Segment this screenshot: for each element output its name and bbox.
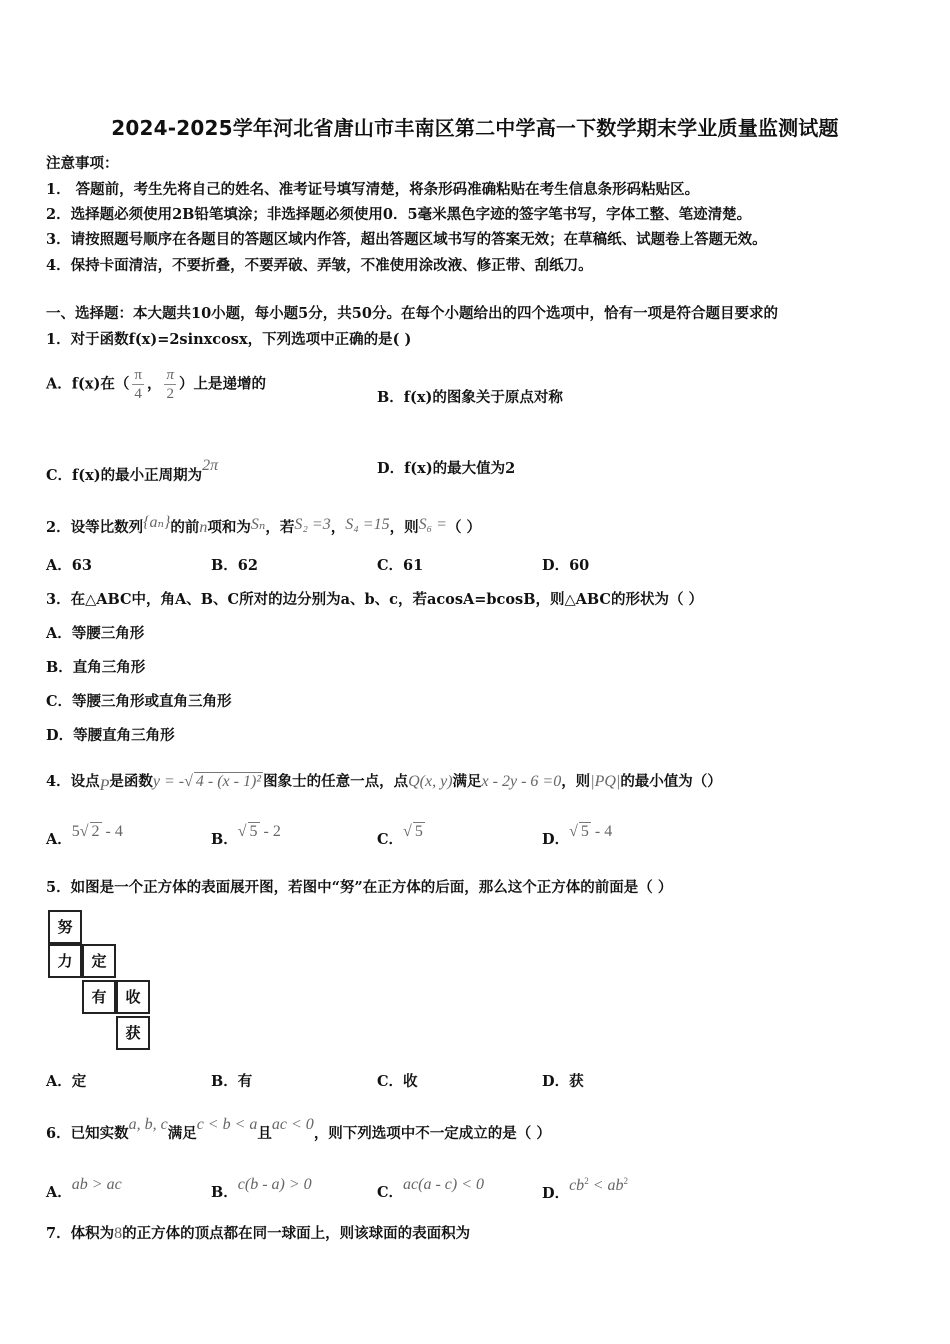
- q4-d-radical-sign: √: [569, 823, 578, 840]
- q4-point-p: P: [99, 777, 110, 794]
- q6-vars: a, b, c: [128, 1116, 168, 1133]
- section-heading: 一、选择题：本大题共10小题，每小题5分，共50分。在每个小题给出的四个选项中，恰有一项是符合题目要求的: [46, 305, 778, 322]
- q7-stem: [46, 1222, 470, 1243]
- q3-option-d: D．等腰直角三角形: [46, 727, 175, 744]
- q1-option-b: B．f(x)的图象关于原点对称: [377, 389, 563, 406]
- q1-option-c: [46, 457, 218, 485]
- q2-stem: [46, 512, 481, 537]
- q4-line-eq: x - 2y - 6 =0: [481, 773, 562, 790]
- q5-option-a: A．定: [46, 1073, 87, 1090]
- q4-radicand: 4 - (x - 1)²: [195, 773, 262, 790]
- q6-d-label: D．: [542, 1185, 570, 1202]
- notice-item-1: 1． 答题前，考生先将自己的姓名、准考证号填写清楚，将条形码准确粘贴在考生信息条形码粘贴区。: [46, 181, 700, 198]
- net-cell-nu: 努: [48, 910, 82, 944]
- q3-option-b: B．直角三角形: [46, 659, 146, 676]
- q6-p1: 6．已知实数: [46, 1125, 129, 1142]
- q2-s2: S₂ =3: [294, 516, 331, 533]
- q6-cond1: c < b < a: [196, 1116, 258, 1133]
- q1-option-a: [46, 366, 266, 403]
- q4-a-radical-sign: √: [79, 823, 89, 840]
- q4-radical-sign: √: [184, 773, 193, 790]
- q4-c-radicand: 5: [414, 823, 423, 840]
- q2-num: 2．设等比数列: [46, 519, 144, 536]
- q4-c-radical-sign: √: [403, 823, 412, 840]
- q6-option-c: [377, 1176, 484, 1202]
- q6-d-sup1: 2: [584, 1176, 589, 1186]
- q2-comma: ，: [330, 519, 346, 536]
- q6-b-expr: c(b - a) > 0: [237, 1176, 312, 1193]
- q4-a-label: A．: [46, 831, 72, 848]
- q6-c-expr: ac(a - c) < 0: [403, 1176, 485, 1193]
- net-cell-shou: 收: [116, 980, 150, 1014]
- q4-p6: 的最小值为（）: [620, 773, 722, 790]
- q4-p3: 图象士的任意一点，点: [263, 773, 409, 790]
- q6-b-label: B．: [211, 1184, 238, 1201]
- q2-option-c: C．61: [377, 557, 424, 574]
- q6-d-sup2: 2: [623, 1176, 628, 1186]
- q3-option-a: A．等腰三角形: [46, 625, 145, 642]
- q4-option-d: [542, 822, 612, 849]
- q1-c-prefix: C．f(x)的最小正周期为: [46, 467, 203, 484]
- q6-d-lhs: cb: [569, 1177, 585, 1194]
- q4-a-coef: 5: [71, 823, 80, 840]
- q2-mid2: 项和为: [207, 519, 251, 536]
- net-cell-you: 有: [82, 980, 116, 1014]
- q6-c-label: C．: [377, 1184, 404, 1201]
- q4-b-label: B．: [211, 831, 238, 848]
- q2-n: n: [199, 519, 208, 536]
- q4-stem: [46, 770, 722, 795]
- net-cell-li: 力: [48, 944, 82, 978]
- q2-seq: {aₙ}: [143, 514, 171, 531]
- q6-stem: [46, 1116, 551, 1143]
- q1-stem: 1．对于函数f(x)=2sinxcosx，下列选项中正确的是( ): [46, 331, 412, 348]
- q6-p3: 且: [257, 1125, 272, 1142]
- q2-mid3: ，若: [265, 519, 295, 536]
- q2-end: （ ）: [446, 519, 481, 536]
- notice-heading: 注意事项：: [46, 155, 119, 172]
- q6-a-label: A．: [46, 1184, 72, 1201]
- q1-c-math: 2π: [202, 457, 219, 474]
- q2-s6: S₆ =: [418, 516, 447, 533]
- q2-option-d: D．60: [542, 557, 590, 574]
- q4-p4: 满足: [452, 773, 482, 790]
- q4-p5: ，则: [561, 773, 591, 790]
- q2-mid1: 的前: [170, 519, 200, 536]
- q4-pq: |PQ|: [590, 773, 621, 790]
- exam-title: 2024-2025学年河北省唐山市丰南区第二中学高一下数学期末学业质量监测试题: [111, 116, 839, 140]
- q6-option-b: [211, 1176, 312, 1202]
- q6-p2: 满足: [167, 1125, 197, 1142]
- q4-a-radicand: 2: [91, 823, 100, 840]
- q4-b-radical-sign: √: [237, 823, 247, 840]
- notice-item-2: 2．选择题必须使用2B铅笔填涂；非选择题必须使用0．5毫米黑色字迹的签字笔书写，字体工整、笔迹清楚。: [46, 206, 752, 223]
- q4-d-label: D．: [542, 831, 570, 848]
- q4-d-radicand: 5: [580, 823, 589, 840]
- q2-option-b: B．62: [211, 557, 258, 574]
- q4-a-tail: - 4: [101, 823, 123, 840]
- q6-a-expr: ab > ac: [71, 1176, 122, 1193]
- q4-d-tail: - 4: [590, 823, 613, 840]
- notice-item-4: 4．保持卡面清洁，不要折叠，不要弄破、弄皱，不准使用涂改液、修正带、刮纸刀。: [46, 257, 593, 274]
- q6-p4: ，则下列选项中不一定成立的是（ ）: [313, 1125, 551, 1142]
- q4-b-tail: - 2: [259, 823, 281, 840]
- q1-a-den1: 4: [134, 386, 142, 402]
- net-cell-huo: 获: [116, 1016, 150, 1050]
- q2-option-a: A．63: [46, 557, 92, 574]
- q1-a-num1: π: [134, 367, 142, 383]
- q3-stem: 3．在△ABC中，角A、B、C所对的边分别为a、b、c，若acosA=bcosB，则△ABC的形状为（ ）: [46, 591, 703, 608]
- q7-num: 8: [114, 1225, 123, 1242]
- q5-stem: 5．如图是一个正方体的表面展开图，若图中“努”在正方体的后面，那么这个正方体的前面是（ ）: [46, 879, 673, 896]
- q1-option-d: D．f(x)的最大值为2: [377, 460, 516, 477]
- q1-a-sep: ，: [146, 375, 162, 393]
- q2-sn: Sₙ: [250, 516, 266, 533]
- q2-s4: S₄ =15: [345, 516, 390, 533]
- q6-option-d: [542, 1176, 628, 1203]
- q1-a-num2: π: [166, 367, 174, 383]
- q4-point-q: Q(x, y): [408, 773, 453, 790]
- q4-option-c: [377, 822, 425, 849]
- q1-a-den2: 2: [166, 386, 174, 402]
- q4-b-radicand: 5: [249, 823, 258, 840]
- q4-p1: 4．设点: [46, 773, 100, 790]
- q7-p1: 7．体积为: [46, 1225, 115, 1242]
- q4-func: y = -: [152, 773, 185, 790]
- q5-option-b: B．有: [211, 1073, 253, 1090]
- q7-p2: 的正方体的顶点都在同一球面上，则该球面的表面积为: [122, 1225, 471, 1242]
- q5-option-d: D．获: [542, 1073, 584, 1090]
- q1-a-frac1: [132, 366, 144, 403]
- q6-option-a: [46, 1176, 122, 1202]
- q3-option-c: C．等腰三角形或直角三角形: [46, 693, 232, 710]
- q4-option-a: [46, 822, 123, 849]
- q6-cond2: ac < 0: [271, 1116, 314, 1133]
- q4-c-label: C．: [377, 831, 404, 848]
- q1-a-prefix: A．f(x)在（: [46, 375, 130, 393]
- q6-d-mid: < ab: [588, 1177, 624, 1194]
- q5-option-c: C．收: [377, 1073, 418, 1090]
- q2-mid4: ，则: [389, 519, 419, 536]
- q4-option-b: [211, 822, 281, 849]
- net-cell-ding: 定: [82, 944, 116, 978]
- q4-p2: 是函数: [109, 773, 153, 790]
- q1-a-suffix: ）上是递增的: [178, 375, 266, 393]
- notice-item-3: 3．请按照题号顺序在各题目的答题区域内作答，超出答题区域书写的答案无效；在草稿纸、试题卷上答题无效。: [46, 231, 767, 248]
- q1-a-frac2: [164, 366, 176, 403]
